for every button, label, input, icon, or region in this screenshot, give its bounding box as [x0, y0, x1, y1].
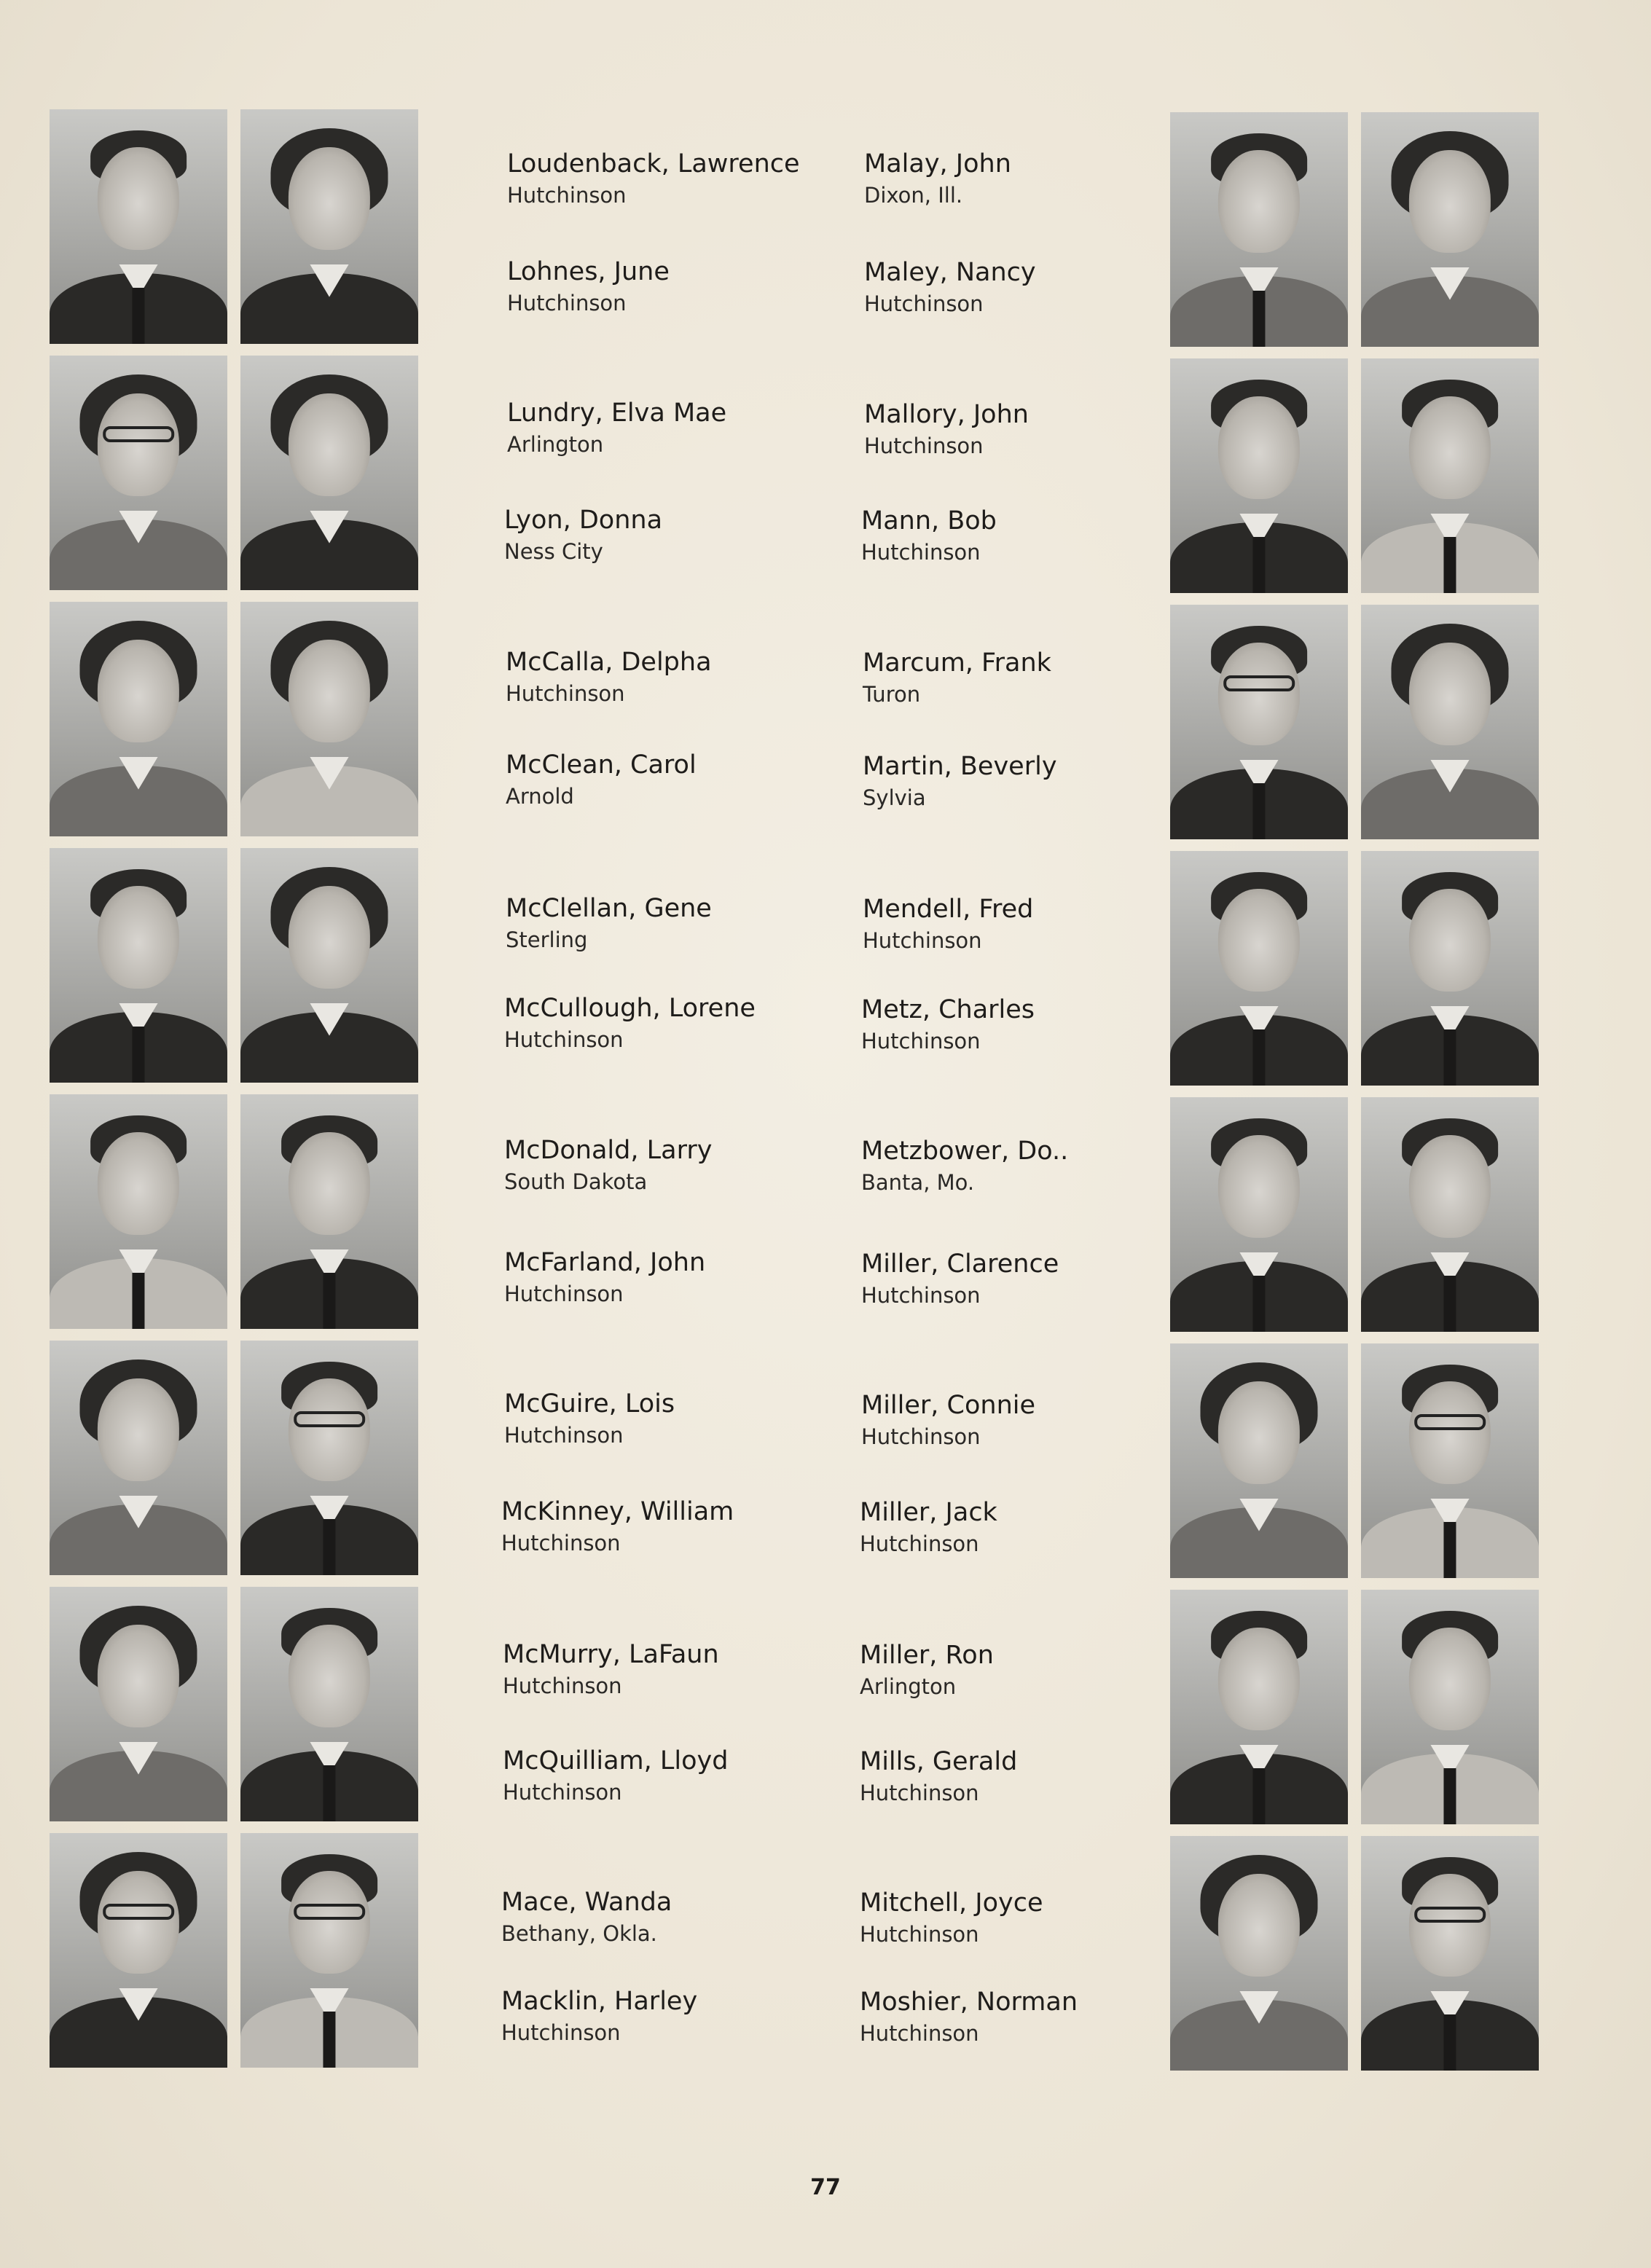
student-entry: [507, 256, 828, 316]
student-entry: [506, 647, 826, 707]
student-name: Miller, Jack: [860, 1498, 997, 1527]
portrait-photo: [1170, 1343, 1348, 1578]
student-hometown: Hutchinson: [860, 1781, 979, 1805]
student-entry: [861, 1136, 1182, 1196]
student-entry: [860, 1640, 1180, 1700]
portrait-photo: [240, 1587, 418, 1821]
portrait-photo: [50, 848, 227, 1083]
student-hometown: Hutchinson: [861, 1029, 981, 1053]
portrait-photo: [1361, 1836, 1539, 2071]
student-hometown: Hutchinson: [864, 291, 984, 316]
student-name: Lohnes, June: [507, 257, 670, 286]
student-name: Metz, Charles: [861, 995, 1035, 1024]
student-hometown: Hutchinson: [860, 1531, 979, 1556]
student-entry: [864, 149, 1185, 208]
student-entry: [503, 1746, 823, 1805]
student-entry: [501, 1887, 822, 1947]
portrait-photo: [240, 848, 418, 1083]
student-name: Lyon, Donna: [504, 506, 663, 535]
student-name: Metzbower, Do..: [861, 1137, 1069, 1166]
student-entry: [863, 648, 1183, 707]
student-name: McKinney, William: [501, 1497, 734, 1526]
student-name: Miller, Clarence: [861, 1249, 1059, 1279]
student-name: Macklin, Harley: [501, 1987, 698, 2016]
student-name: Mitchell, Joyce: [860, 1888, 1043, 1918]
student-name: Maley, Nancy: [864, 258, 1036, 287]
portrait-photo: [1170, 1590, 1348, 1824]
student-hometown: Hutchinson: [860, 2021, 979, 2046]
student-hometown: Hutchinson: [501, 2020, 621, 2045]
student-entry: [863, 751, 1183, 811]
student-hometown: Hutchinson: [861, 1424, 981, 1449]
portrait-photo: [50, 109, 227, 344]
student-name: Mallory, John: [864, 400, 1029, 429]
student-hometown: Sylvia: [863, 785, 926, 810]
student-entry: [863, 894, 1183, 954]
student-entry: [504, 993, 825, 1053]
student-entry: [501, 1986, 822, 2046]
student-hometown: Dixon, Ill.: [864, 183, 963, 208]
portrait-photo: [50, 1833, 227, 2068]
student-name: McDonald, Larry: [504, 1136, 713, 1165]
student-hometown: Hutchinson: [503, 1780, 622, 1805]
student-entry: [507, 398, 828, 458]
student-name: Lundry, Elva Mae: [507, 399, 727, 428]
portrait-photo: [1170, 1836, 1348, 2071]
student-name: McCalla, Delpha: [506, 648, 712, 677]
portrait-photo: [1170, 851, 1348, 1086]
student-entry: [506, 893, 826, 953]
portrait-photo: [240, 1341, 418, 1575]
student-name: Miller, Connie: [861, 1391, 1036, 1420]
portrait-photo: [1170, 112, 1348, 347]
student-hometown: Hutchinson: [504, 1282, 624, 1306]
right-portrait-grid: [1170, 112, 1539, 2071]
student-name: McCullough, Lorene: [504, 994, 756, 1023]
portrait-photo: [1170, 358, 1348, 593]
portrait-photo: [1170, 1097, 1348, 1332]
student-entry: [506, 750, 826, 809]
student-name: McFarland, John: [504, 1248, 706, 1277]
portrait-photo: [240, 109, 418, 344]
student-name: Mills, Gerald: [860, 1747, 1018, 1776]
student-entry: [864, 257, 1185, 317]
student-entry: [861, 994, 1182, 1054]
student-name: Mace, Wanda: [501, 1888, 672, 1917]
student-hometown: Hutchinson: [863, 928, 982, 953]
portrait-photo: [1361, 358, 1539, 593]
student-hometown: Arlington: [860, 1674, 957, 1699]
student-name: McClean, Carol: [506, 750, 697, 780]
student-hometown: Hutchinson: [501, 1531, 621, 1555]
student-name: Martin, Beverly: [863, 752, 1057, 781]
portrait-photo: [1361, 605, 1539, 839]
portrait-photo: [240, 602, 418, 836]
portrait-photo: [240, 356, 418, 590]
portrait-photo: [1361, 1343, 1539, 1578]
student-entry: [861, 506, 1182, 565]
portrait-photo: [50, 1341, 227, 1575]
student-hometown: Hutchinson: [507, 291, 627, 315]
portrait-photo: [50, 1587, 227, 1821]
student-entry: [861, 1390, 1182, 1450]
student-entry: [504, 1135, 825, 1195]
student-entry: [860, 1888, 1180, 1947]
portrait-photo: [1361, 1590, 1539, 1824]
student-hometown: Hutchinson: [503, 1673, 622, 1698]
student-name: McQuilliam, Lloyd: [503, 1746, 729, 1775]
student-hometown: Hutchinson: [506, 681, 625, 706]
student-hometown: Banta, Mo.: [861, 1170, 975, 1195]
student-hometown: Hutchinson: [504, 1423, 624, 1448]
portrait-photo: [1361, 112, 1539, 347]
page-number: 77: [810, 2175, 841, 2200]
portrait-photo: [1170, 605, 1348, 839]
student-hometown: Ness City: [504, 539, 603, 564]
student-name: Mendell, Fred: [863, 895, 1034, 924]
student-entry: [860, 1987, 1180, 2047]
student-name: McGuire, Lois: [504, 1389, 675, 1419]
student-name: Marcum, Frank: [863, 648, 1051, 678]
student-name: Mann, Bob: [861, 506, 997, 535]
portrait-photo: [240, 1094, 418, 1329]
student-entry: [507, 149, 828, 208]
student-hometown: Hutchinson: [861, 1283, 981, 1308]
student-entry: [504, 505, 825, 565]
student-hometown: Hutchinson: [504, 1027, 624, 1052]
student-entry: [504, 1247, 825, 1307]
student-name: Miller, Ron: [860, 1641, 994, 1670]
portrait-photo: [1361, 1097, 1539, 1332]
student-name: McClellan, Gene: [506, 894, 712, 923]
student-hometown: Hutchinson: [864, 433, 984, 458]
student-name: Moshier, Norman: [860, 1988, 1078, 2017]
student-entry: [503, 1639, 823, 1699]
portrait-photo: [50, 356, 227, 590]
student-name: McMurry, LaFaun: [503, 1640, 719, 1669]
student-entry: [860, 1746, 1180, 1806]
student-entry: [504, 1389, 825, 1448]
student-entry: [864, 399, 1185, 459]
portrait-photo: [50, 602, 227, 836]
student-entry: [861, 1249, 1182, 1308]
student-hometown: Arnold: [506, 784, 574, 809]
portrait-photo: [1361, 851, 1539, 1086]
left-portrait-grid: [50, 109, 418, 2068]
student-name: Loudenback, Lawrence: [507, 149, 800, 178]
student-hometown: Hutchinson: [860, 1922, 979, 1947]
student-entry: [860, 1497, 1180, 1557]
student-hometown: Hutchinson: [507, 183, 627, 208]
student-hometown: Sterling: [506, 927, 588, 952]
student-name: Malay, John: [864, 149, 1011, 178]
student-hometown: South Dakota: [504, 1169, 648, 1194]
student-hometown: Bethany, Okla.: [501, 1921, 657, 1946]
student-hometown: Turon: [863, 682, 921, 707]
portrait-photo: [50, 1094, 227, 1329]
student-hometown: Arlington: [507, 432, 604, 457]
student-entry: [501, 1496, 822, 1556]
student-hometown: Hutchinson: [861, 540, 981, 565]
portrait-photo: [240, 1833, 418, 2068]
